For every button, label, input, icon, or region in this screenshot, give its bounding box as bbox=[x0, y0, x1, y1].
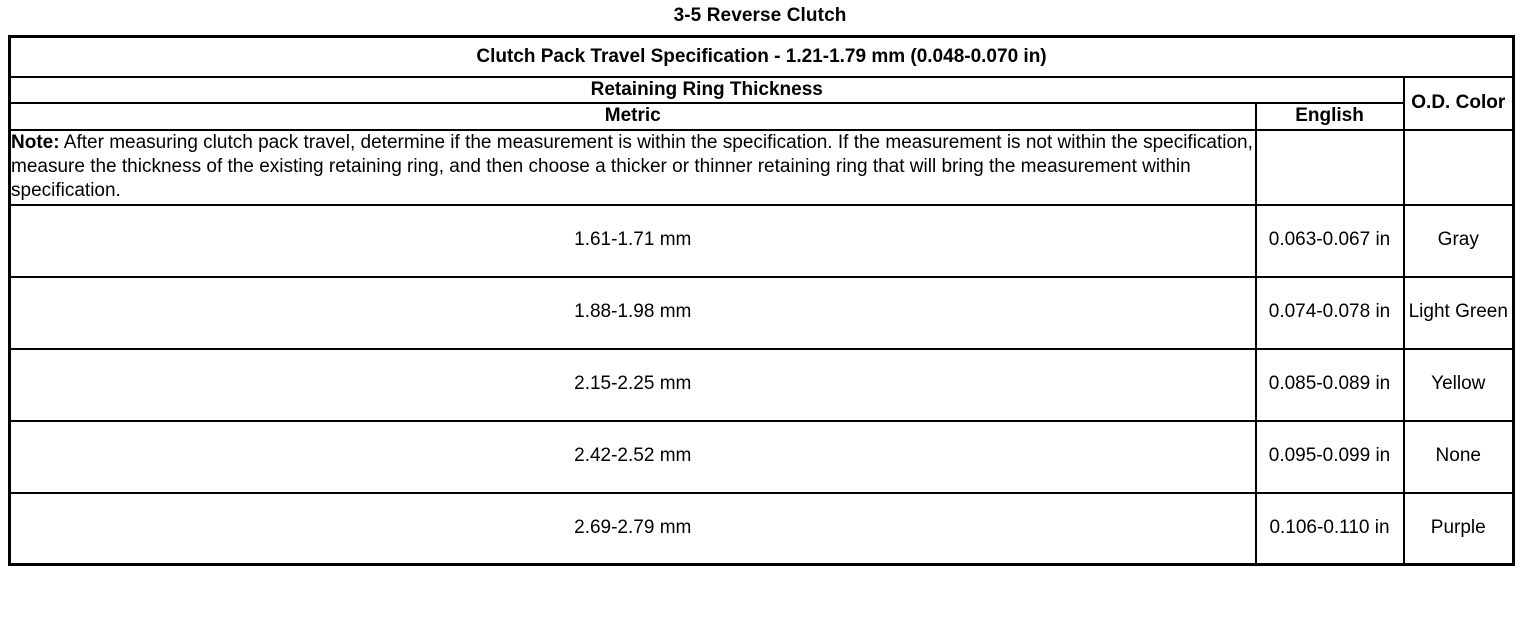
note-english-empty bbox=[1256, 130, 1404, 205]
table-row bbox=[10, 77, 1514, 103]
cell-od-color: Gray bbox=[1404, 205, 1514, 277]
cell-od-color: Light Green bbox=[1404, 277, 1514, 349]
note-cell bbox=[10, 130, 1256, 205]
table-row bbox=[10, 205, 1514, 277]
table-row bbox=[10, 103, 1514, 129]
table-row-note bbox=[10, 130, 1514, 205]
note-text: After measuring clutch pack travel, determine if the measurement is within the specification. If the measurement is not within the specification, measure the thickness of the existing retaining ring, and then choose a thicker or thinner retaining ring that will bring the measurement within specification. bbox=[11, 131, 1253, 202]
cell-metric: 2.42-2.52 mm bbox=[10, 421, 1256, 493]
clutch-spec-table bbox=[8, 35, 1515, 566]
cell-od-color: Yellow bbox=[1404, 349, 1514, 421]
table-row bbox=[10, 277, 1514, 349]
table-row bbox=[10, 493, 1514, 565]
cell-english: 0.106-0.110 in bbox=[1256, 493, 1404, 565]
table-row bbox=[10, 349, 1514, 421]
cell-metric: 1.61-1.71 mm bbox=[10, 205, 1256, 277]
spec-header-cell: Clutch Pack Travel Specification - 1.21-1.79 mm (0.048-0.070 in) bbox=[10, 37, 1514, 78]
cell-metric: 2.15-2.25 mm bbox=[10, 349, 1256, 421]
od-color-header: O.D. Color bbox=[1404, 77, 1514, 130]
note-color-empty bbox=[1404, 130, 1514, 205]
cell-english: 0.074-0.078 in bbox=[1256, 277, 1404, 349]
table-row bbox=[10, 421, 1514, 493]
cell-od-color: None bbox=[1404, 421, 1514, 493]
cell-english: 0.095-0.099 in bbox=[1256, 421, 1404, 493]
retaining-ring-thickness-header: Retaining Ring Thickness bbox=[10, 77, 1404, 103]
cell-od-color: Purple bbox=[1404, 493, 1514, 565]
page-title: 3-5 Reverse Clutch bbox=[673, 5, 847, 26]
table-row bbox=[10, 37, 1514, 78]
cell-english: 0.063-0.067 in bbox=[1256, 205, 1404, 277]
cell-metric: 2.69-2.79 mm bbox=[10, 493, 1256, 565]
cell-metric: 1.88-1.98 mm bbox=[10, 277, 1256, 349]
column-header-metric: Metric bbox=[10, 103, 1256, 129]
cell-english: 0.085-0.089 in bbox=[1256, 349, 1404, 421]
column-header-english: English bbox=[1256, 103, 1404, 129]
note-label: Note: bbox=[11, 131, 60, 153]
